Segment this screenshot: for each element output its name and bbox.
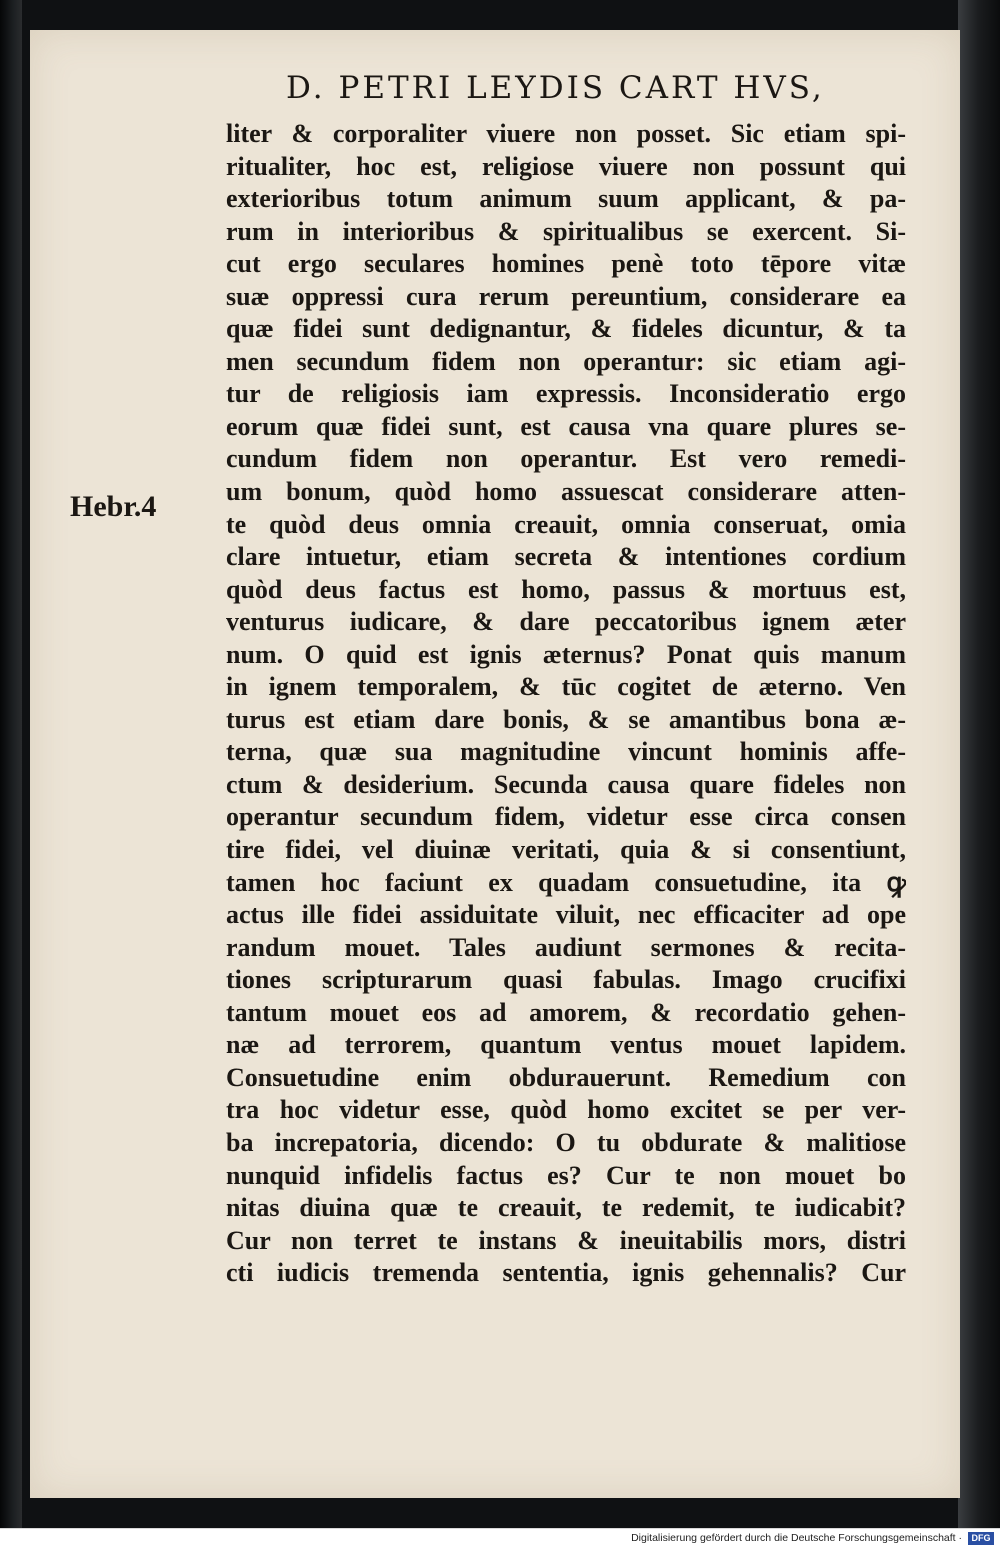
text-line: actus ille fidei assiduitate viluit, nec efficaciter ad ope	[226, 900, 906, 930]
text-line: men secundum fidem non operantur: sic etiam agi-	[226, 346, 906, 376]
text-line: suæ oppressi cura rerum pereuntium, considerare ea	[226, 281, 906, 311]
funding-credit: Digitalisierung gefördert durch die Deutsche Forschungsgemeinschaft ·	[631, 1532, 962, 1544]
text-line: operantur secundum fidem, videtur esse circa consen	[226, 802, 906, 832]
text-line: num. O quid est ignis æternus? Ponat quis manum	[226, 639, 906, 669]
text-line: randum mouet. Tales audiunt sermones & recita-	[226, 932, 906, 962]
text-line: nitas diuina quæ te creauit, te redemit, te iudicabit?	[226, 1193, 906, 1223]
book-fore-edge	[958, 0, 1000, 1528]
text-line: te quòd deus omnia creauit, omnia conseruat, omia	[226, 509, 906, 539]
text-line: tur de religiosis iam expressis. Inconsideratio ergo	[226, 379, 906, 409]
text-line: rum in interioribus & spiritualibus se exercent. Si-	[226, 216, 906, 246]
text-line: clare intuetur, etiam secreta & intentiones cordium	[226, 542, 906, 572]
running-head: D. PETRI LEYDIS CART HVS,	[286, 70, 825, 106]
text-line: næ ad terrorem, quantum ventus mouet lapidem.	[226, 1030, 906, 1060]
text-line: ritualiter, hoc est, religiose viuere non possunt qui	[226, 151, 906, 181]
text-line: terna, quæ sua magnitudine vincunt hominis affe-	[226, 737, 906, 767]
margin-note: Hebr.4	[70, 490, 157, 523]
book-binding-edge	[0, 0, 22, 1528]
text-line: cundum fidem non operantur. Est vero remedi-	[226, 444, 906, 474]
text-line: cut ergo seculares homines penè toto tēpore vitæ	[226, 249, 906, 279]
text-line: ctum & desiderium. Secunda causa quare fideles non	[226, 769, 906, 799]
text-line: Cur non terret te instans & ineuitabilis mors, distri	[226, 1225, 906, 1255]
text-line: exterioribus totum animum suum applicant, & pa-	[226, 184, 906, 214]
text-line: in ignem temporalem, & tūc cogitet de æterno. Ven	[226, 672, 906, 702]
text-line: um bonum, quòd homo assuescat considerare atten-	[226, 477, 906, 507]
text-line: Consuetudine enim obdurauerunt. Remedium con	[226, 1062, 906, 1092]
text-line: nunquid infidelis factus es? Cur te non mouet bo	[226, 1160, 906, 1190]
text-line: turus est etiam dare bonis, & se amantibus bona æ-	[226, 704, 906, 734]
text-line: cti iudicis tremenda sententia, ignis gehennalis? Cur	[226, 1258, 906, 1288]
text-line: quæ fidei sunt dedignantur, & fideles dicuntur, & ta	[226, 314, 906, 344]
text-line: ba increpatoria, dicendo: O tu obdurate & malitiose	[226, 1127, 906, 1157]
text-line: venturus iudicare, & dare peccatoribus ignem æter	[226, 607, 906, 637]
text-line: tamen hoc faciunt ex quadam consuetudine, ita ꝙ	[226, 867, 906, 897]
text-line: eorum quæ fidei sunt, est causa vna quare plures se-	[226, 411, 906, 441]
text-line: tantum mouet eos ad amorem, & recordatio gehen-	[226, 997, 906, 1027]
body-text	[226, 118, 906, 1290]
dfg-logo-icon: DFG	[968, 1532, 994, 1545]
text-line: quòd deus factus est homo, passus & mortuus est,	[226, 574, 906, 604]
footer-bar	[0, 1528, 1000, 1549]
text-line: liter & corporaliter viuere non posset. Sic etiam spi-	[226, 119, 906, 148]
text-line: tiones scripturarum quasi fabulas. Imago crucifixi	[226, 965, 906, 995]
text-line: tire fidei, vel diuinæ veritati, quia & si consentiunt,	[226, 835, 906, 865]
text-line: tra hoc videtur esse, quòd homo excitet se per ver-	[226, 1095, 906, 1125]
